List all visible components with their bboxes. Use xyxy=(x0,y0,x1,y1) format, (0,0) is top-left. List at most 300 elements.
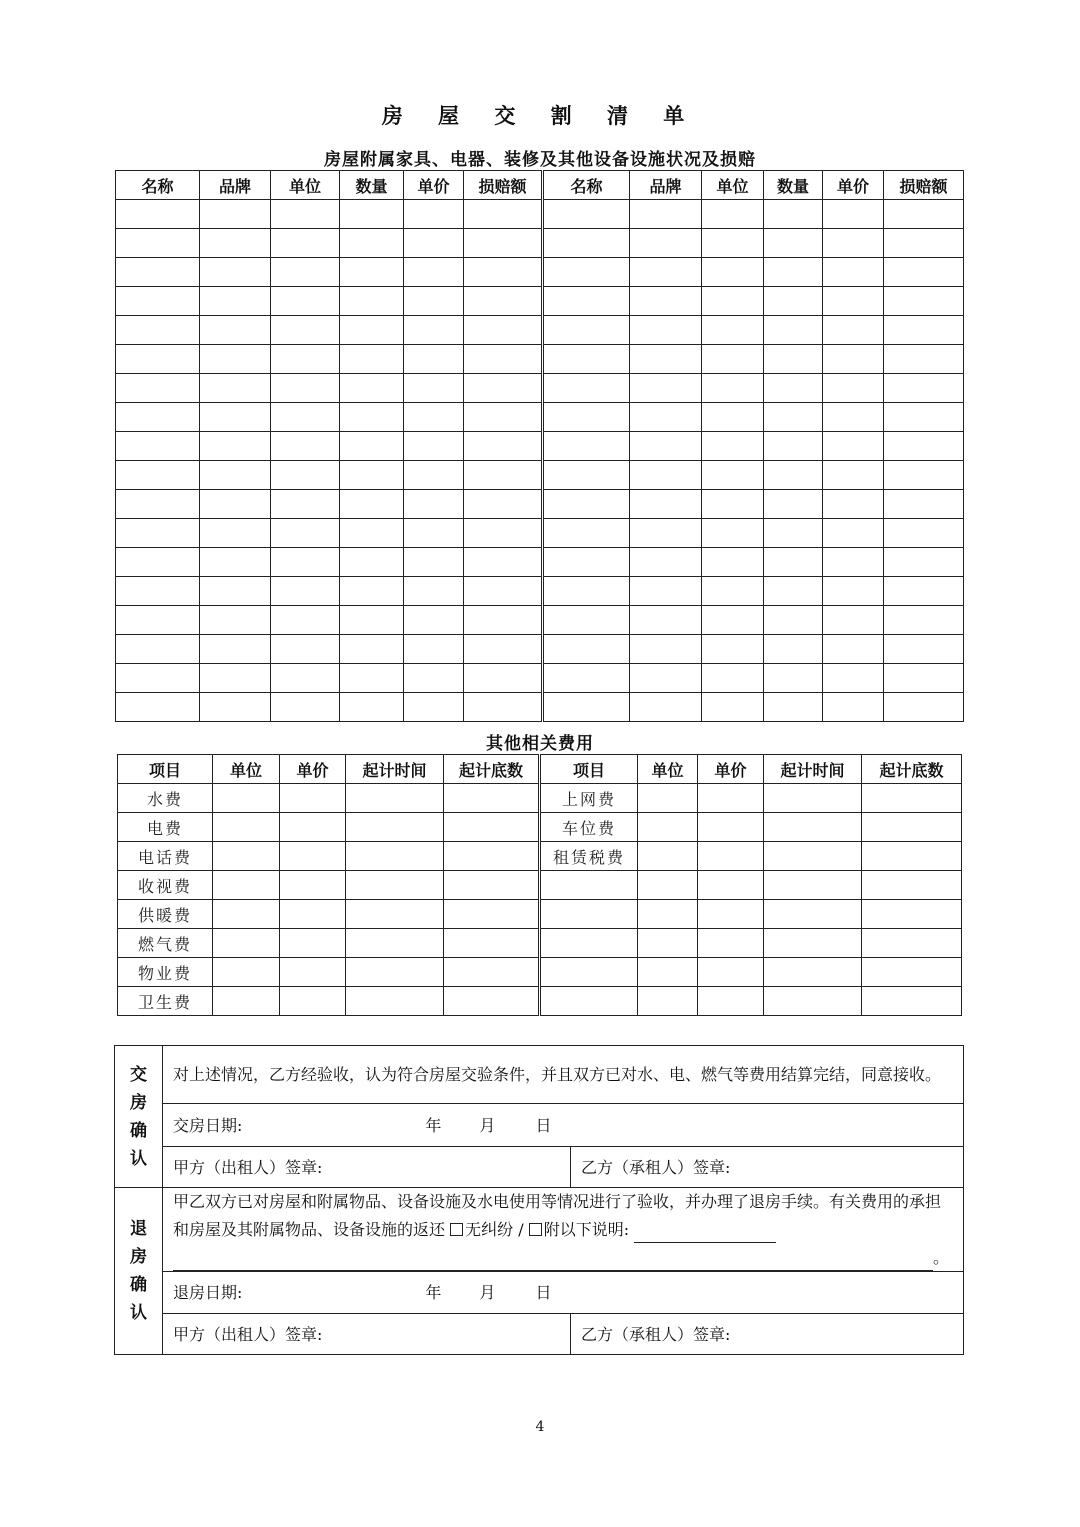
table-cell[interactable] xyxy=(630,664,702,693)
table-cell[interactable] xyxy=(630,316,702,345)
table-cell[interactable] xyxy=(823,461,884,490)
table-cell[interactable] xyxy=(543,490,630,519)
table-cell[interactable] xyxy=(823,403,884,432)
table-cell[interactable] xyxy=(823,606,884,635)
table-cell[interactable] xyxy=(116,490,200,519)
table-cell[interactable] xyxy=(340,664,404,693)
table-cell[interactable] xyxy=(884,229,964,258)
table-cell[interactable] xyxy=(764,784,862,813)
table-cell[interactable] xyxy=(764,519,823,548)
table-cell[interactable] xyxy=(404,461,464,490)
table-cell[interactable] xyxy=(346,813,444,842)
table-cell[interactable] xyxy=(200,229,271,258)
checkout-date-field[interactable] xyxy=(163,1272,964,1314)
table-cell[interactable] xyxy=(404,316,464,345)
table-cell[interactable] xyxy=(346,900,444,929)
see-notes-checkbox[interactable] xyxy=(529,1223,542,1236)
table-cell[interactable] xyxy=(271,606,340,635)
table-cell[interactable] xyxy=(444,929,540,958)
table-cell[interactable] xyxy=(340,403,404,432)
table-cell[interactable] xyxy=(638,929,698,958)
table-cell[interactable] xyxy=(116,461,200,490)
table-cell[interactable] xyxy=(764,813,862,842)
table-cell[interactable] xyxy=(823,577,884,606)
notes-blank-line-2[interactable] xyxy=(173,1243,933,1271)
table-cell[interactable] xyxy=(116,635,200,664)
table-cell[interactable] xyxy=(884,693,964,722)
table-cell[interactable] xyxy=(200,635,271,664)
no-dispute-checkbox[interactable] xyxy=(450,1223,463,1236)
table-cell[interactable] xyxy=(116,374,200,403)
table-cell[interactable] xyxy=(404,374,464,403)
table-cell[interactable] xyxy=(823,664,884,693)
table-cell[interactable] xyxy=(543,200,630,229)
table-cell[interactable] xyxy=(404,490,464,519)
table-cell[interactable] xyxy=(764,316,823,345)
table-cell[interactable] xyxy=(340,229,404,258)
table-cell[interactable] xyxy=(271,577,340,606)
table-cell[interactable] xyxy=(340,432,404,461)
table-cell[interactable] xyxy=(702,693,764,722)
fee-item-label: 电费 xyxy=(118,813,213,842)
table-cell[interactable] xyxy=(271,548,340,577)
table-cell[interactable] xyxy=(764,403,823,432)
table-cell[interactable] xyxy=(823,693,884,722)
table-cell[interactable] xyxy=(340,374,404,403)
table-cell[interactable] xyxy=(698,929,764,958)
table-cell[interactable] xyxy=(543,432,630,461)
table-cell[interactable] xyxy=(630,200,702,229)
table-cell[interactable] xyxy=(213,784,280,813)
table-cell[interactable] xyxy=(280,871,346,900)
table-cell[interactable] xyxy=(543,403,630,432)
table-cell[interactable] xyxy=(340,548,404,577)
table-cell[interactable] xyxy=(271,432,340,461)
table-cell[interactable] xyxy=(116,693,200,722)
table-cell[interactable] xyxy=(862,784,962,813)
table-cell[interactable] xyxy=(464,606,543,635)
table-cell[interactable] xyxy=(862,871,962,900)
table-cell[interactable] xyxy=(271,519,340,548)
table-cell[interactable] xyxy=(271,258,340,287)
table-cell[interactable] xyxy=(404,635,464,664)
table-cell[interactable] xyxy=(271,490,340,519)
table-cell[interactable] xyxy=(638,784,698,813)
table-cell[interactable] xyxy=(823,287,884,316)
table-cell[interactable] xyxy=(200,548,271,577)
table-cell[interactable] xyxy=(698,871,764,900)
table-cell[interactable] xyxy=(543,519,630,548)
table-cell[interactable] xyxy=(638,871,698,900)
table-cell[interactable] xyxy=(630,461,702,490)
table-cell[interactable] xyxy=(200,461,271,490)
table-cell[interactable] xyxy=(884,606,964,635)
table-cell[interactable] xyxy=(200,258,271,287)
handover-landlord-signature[interactable]: 甲方（出租人）签章: xyxy=(163,1147,571,1188)
table-cell[interactable] xyxy=(630,577,702,606)
table-cell[interactable] xyxy=(862,958,962,987)
table-cell[interactable] xyxy=(271,287,340,316)
table-cell[interactable] xyxy=(884,432,964,461)
table-cell[interactable] xyxy=(340,606,404,635)
table-cell[interactable] xyxy=(404,664,464,693)
table-cell[interactable] xyxy=(764,900,862,929)
table-cell[interactable] xyxy=(823,490,884,519)
table-cell[interactable] xyxy=(340,200,404,229)
table-cell[interactable] xyxy=(630,548,702,577)
table-cell[interactable] xyxy=(346,871,444,900)
table-cell[interactable] xyxy=(702,432,764,461)
table-cell[interactable] xyxy=(464,432,543,461)
table-cell[interactable] xyxy=(702,403,764,432)
table-cell[interactable] xyxy=(116,664,200,693)
handover-date-field[interactable] xyxy=(163,1104,964,1147)
table-cell[interactable] xyxy=(823,316,884,345)
table-cell[interactable] xyxy=(340,490,404,519)
table-cell[interactable] xyxy=(543,461,630,490)
table-cell[interactable] xyxy=(764,287,823,316)
table-cell[interactable] xyxy=(200,490,271,519)
table-cell[interactable] xyxy=(200,519,271,548)
table-cell[interactable] xyxy=(862,842,962,871)
table-cell[interactable] xyxy=(638,900,698,929)
table-cell[interactable] xyxy=(346,842,444,871)
table-cell[interactable] xyxy=(764,374,823,403)
table-cell[interactable] xyxy=(698,813,764,842)
table-cell[interactable] xyxy=(444,784,540,813)
table-cell[interactable] xyxy=(200,577,271,606)
table-cell[interactable] xyxy=(638,842,698,871)
table-cell[interactable] xyxy=(884,664,964,693)
table-cell[interactable] xyxy=(630,693,702,722)
table-cell[interactable] xyxy=(200,432,271,461)
column-header: 名称 xyxy=(543,171,630,200)
table-cell[interactable] xyxy=(404,432,464,461)
table-cell[interactable] xyxy=(444,987,540,1016)
table-cell[interactable] xyxy=(404,345,464,374)
table-cell[interactable] xyxy=(884,316,964,345)
checkout-landlord-signature[interactable]: 甲方（出租人）签章: xyxy=(163,1314,571,1355)
table-cell[interactable] xyxy=(464,519,543,548)
table-cell[interactable] xyxy=(464,664,543,693)
table-cell[interactable] xyxy=(862,900,962,929)
table-cell[interactable] xyxy=(543,693,630,722)
table-cell[interactable] xyxy=(404,577,464,606)
table-cell[interactable] xyxy=(764,345,823,374)
table-cell[interactable] xyxy=(116,577,200,606)
table-cell[interactable] xyxy=(702,490,764,519)
table-cell[interactable] xyxy=(764,871,862,900)
table-row xyxy=(116,577,964,606)
table-cell[interactable] xyxy=(764,606,823,635)
table-cell[interactable] xyxy=(271,374,340,403)
table-cell[interactable] xyxy=(823,200,884,229)
table-cell[interactable] xyxy=(862,987,962,1016)
table-cell[interactable] xyxy=(340,635,404,664)
table-cell[interactable] xyxy=(862,929,962,958)
table-cell[interactable] xyxy=(698,900,764,929)
table-cell[interactable] xyxy=(213,871,280,900)
table-cell[interactable] xyxy=(116,200,200,229)
table-cell[interactable] xyxy=(464,403,543,432)
table-cell[interactable] xyxy=(823,229,884,258)
table-cell[interactable] xyxy=(543,577,630,606)
table-cell[interactable] xyxy=(638,987,698,1016)
table-cell[interactable] xyxy=(200,345,271,374)
table-cell[interactable] xyxy=(346,987,444,1016)
table-cell[interactable] xyxy=(702,519,764,548)
table-cell[interactable] xyxy=(200,403,271,432)
table-cell[interactable] xyxy=(823,374,884,403)
table-cell[interactable] xyxy=(764,842,862,871)
table-cell[interactable] xyxy=(543,606,630,635)
table-cell[interactable] xyxy=(464,258,543,287)
table-cell[interactable] xyxy=(271,200,340,229)
table-cell[interactable] xyxy=(764,987,862,1016)
table-cell[interactable] xyxy=(464,577,543,606)
table-cell[interactable] xyxy=(630,229,702,258)
table-cell[interactable] xyxy=(630,490,702,519)
table-cell[interactable] xyxy=(404,258,464,287)
table-cell[interactable] xyxy=(764,664,823,693)
handover-tenant-signature[interactable]: 乙方（承租人）签章: xyxy=(571,1147,964,1188)
table-cell[interactable] xyxy=(823,345,884,374)
table-cell[interactable] xyxy=(213,842,280,871)
checkout-tenant-signature[interactable]: 乙方（承租人）签章: xyxy=(571,1314,964,1355)
table-cell[interactable] xyxy=(702,200,764,229)
table-cell[interactable] xyxy=(444,958,540,987)
table-cell[interactable] xyxy=(280,958,346,987)
table-cell[interactable] xyxy=(404,606,464,635)
table-cell[interactable] xyxy=(271,345,340,374)
table-cell[interactable] xyxy=(444,842,540,871)
table-cell[interactable] xyxy=(884,374,964,403)
table-cell[interactable] xyxy=(702,258,764,287)
table-cell[interactable] xyxy=(630,519,702,548)
table-cell[interactable] xyxy=(200,316,271,345)
table-cell[interactable] xyxy=(702,461,764,490)
table-cell[interactable] xyxy=(271,664,340,693)
table-cell[interactable] xyxy=(638,958,698,987)
table-cell[interactable] xyxy=(464,635,543,664)
fee-item-label: 电话费 xyxy=(118,842,213,871)
table-cell[interactable] xyxy=(213,958,280,987)
table-cell[interactable] xyxy=(271,635,340,664)
table-cell[interactable] xyxy=(884,461,964,490)
table-cell[interactable] xyxy=(346,958,444,987)
table-cell[interactable] xyxy=(823,548,884,577)
table-cell[interactable] xyxy=(404,200,464,229)
table-cell[interactable] xyxy=(404,693,464,722)
table-cell[interactable] xyxy=(702,229,764,258)
table-cell[interactable] xyxy=(702,548,764,577)
table-row xyxy=(118,900,962,929)
table-cell[interactable] xyxy=(116,403,200,432)
table-cell[interactable] xyxy=(280,900,346,929)
table-cell[interactable] xyxy=(543,374,630,403)
table-cell[interactable] xyxy=(464,461,543,490)
table-cell[interactable] xyxy=(884,287,964,316)
table-cell[interactable] xyxy=(213,813,280,842)
table-cell[interactable] xyxy=(404,229,464,258)
table-cell[interactable] xyxy=(764,693,823,722)
checkout-statement xyxy=(163,1188,964,1272)
table-cell[interactable] xyxy=(116,258,200,287)
table-cell[interactable] xyxy=(271,693,340,722)
table-cell[interactable] xyxy=(340,519,404,548)
table-cell[interactable] xyxy=(630,374,702,403)
table-cell[interactable] xyxy=(280,842,346,871)
table-cell[interactable] xyxy=(404,519,464,548)
table-row xyxy=(118,813,962,842)
table-cell[interactable] xyxy=(346,929,444,958)
table-cell[interactable] xyxy=(280,929,346,958)
table-cell[interactable] xyxy=(340,693,404,722)
table-cell[interactable] xyxy=(764,258,823,287)
table-cell[interactable] xyxy=(543,548,630,577)
table-cell[interactable] xyxy=(638,813,698,842)
table-cell[interactable] xyxy=(630,635,702,664)
table-cell[interactable] xyxy=(116,287,200,316)
table-cell[interactable] xyxy=(340,316,404,345)
table-cell[interactable] xyxy=(764,432,823,461)
table-cell[interactable] xyxy=(630,606,702,635)
column-header: 单位 xyxy=(271,171,340,200)
table-cell[interactable] xyxy=(884,635,964,664)
table-cell[interactable] xyxy=(698,784,764,813)
table-cell[interactable] xyxy=(346,784,444,813)
table-cell[interactable] xyxy=(823,258,884,287)
table-cell[interactable] xyxy=(340,461,404,490)
table-cell[interactable] xyxy=(464,287,543,316)
table-cell[interactable] xyxy=(764,490,823,519)
table-cell[interactable] xyxy=(404,548,464,577)
table-cell[interactable] xyxy=(764,229,823,258)
table-cell[interactable] xyxy=(702,577,764,606)
table-cell[interactable] xyxy=(200,606,271,635)
table-cell[interactable] xyxy=(116,519,200,548)
table-cell[interactable] xyxy=(543,258,630,287)
column-header: 项目 xyxy=(540,755,638,784)
table-cell[interactable] xyxy=(823,432,884,461)
table-cell[interactable] xyxy=(116,316,200,345)
table-cell[interactable] xyxy=(464,345,543,374)
table-cell[interactable] xyxy=(630,432,702,461)
table-cell[interactable] xyxy=(464,316,543,345)
table-cell[interactable] xyxy=(464,229,543,258)
table-cell[interactable] xyxy=(702,287,764,316)
table-cell[interactable] xyxy=(884,403,964,432)
table-cell[interactable] xyxy=(200,200,271,229)
table-cell[interactable] xyxy=(271,229,340,258)
table-cell[interactable] xyxy=(200,287,271,316)
table-cell[interactable] xyxy=(764,958,862,987)
table-cell[interactable] xyxy=(764,635,823,664)
table-cell[interactable] xyxy=(702,345,764,374)
table-cell[interactable] xyxy=(884,548,964,577)
table-cell[interactable] xyxy=(444,900,540,929)
table-cell[interactable] xyxy=(764,461,823,490)
table-cell[interactable] xyxy=(543,635,630,664)
table-cell[interactable] xyxy=(764,200,823,229)
table-cell[interactable] xyxy=(340,287,404,316)
table-cell[interactable] xyxy=(116,548,200,577)
table-cell[interactable] xyxy=(280,784,346,813)
table-cell[interactable] xyxy=(630,258,702,287)
table-cell[interactable] xyxy=(464,374,543,403)
notes-blank-line[interactable] xyxy=(634,1215,776,1243)
table-cell[interactable] xyxy=(630,287,702,316)
table-cell[interactable] xyxy=(630,403,702,432)
table-cell[interactable] xyxy=(116,606,200,635)
table-cell[interactable] xyxy=(764,929,862,958)
table-cell[interactable] xyxy=(823,519,884,548)
table-cell[interactable] xyxy=(702,664,764,693)
table-cell[interactable] xyxy=(884,490,964,519)
table-cell[interactable] xyxy=(464,693,543,722)
column-header: 品牌 xyxy=(200,171,271,200)
table-cell[interactable] xyxy=(862,813,962,842)
table-cell[interactable] xyxy=(340,258,404,287)
table-cell[interactable] xyxy=(213,987,280,1016)
table-cell[interactable] xyxy=(464,548,543,577)
table-cell[interactable] xyxy=(444,871,540,900)
table-cell[interactable] xyxy=(543,316,630,345)
table-cell[interactable] xyxy=(884,258,964,287)
table-cell[interactable] xyxy=(464,490,543,519)
table-cell[interactable] xyxy=(884,519,964,548)
table-cell[interactable] xyxy=(698,987,764,1016)
table-cell[interactable] xyxy=(543,229,630,258)
table-cell[interactable] xyxy=(884,345,964,374)
table-cell[interactable] xyxy=(404,287,464,316)
table-cell[interactable] xyxy=(116,432,200,461)
table-cell[interactable] xyxy=(698,842,764,871)
table-cell[interactable] xyxy=(213,929,280,958)
table-cell[interactable] xyxy=(340,345,404,374)
table-cell[interactable] xyxy=(884,200,964,229)
table-cell[interactable] xyxy=(702,635,764,664)
table-cell[interactable] xyxy=(340,577,404,606)
table-cell[interactable] xyxy=(116,345,200,374)
table-cell[interactable] xyxy=(404,403,464,432)
table-cell[interactable] xyxy=(271,461,340,490)
table-cell[interactable] xyxy=(280,813,346,842)
table-cell[interactable] xyxy=(702,374,764,403)
table-cell[interactable] xyxy=(271,403,340,432)
table-cell[interactable] xyxy=(823,635,884,664)
table-cell[interactable] xyxy=(280,987,346,1016)
table-cell[interactable] xyxy=(200,374,271,403)
table-cell[interactable] xyxy=(200,693,271,722)
table-cell[interactable] xyxy=(543,287,630,316)
table-cell[interactable] xyxy=(271,316,340,345)
table-cell[interactable] xyxy=(444,813,540,842)
table-cell[interactable] xyxy=(630,345,702,374)
table-cell[interactable] xyxy=(116,229,200,258)
table-cell[interactable] xyxy=(884,577,964,606)
table-cell[interactable] xyxy=(543,664,630,693)
table-cell[interactable] xyxy=(543,345,630,374)
table-cell[interactable] xyxy=(764,577,823,606)
table-cell[interactable] xyxy=(702,606,764,635)
table-cell[interactable] xyxy=(464,200,543,229)
table-cell[interactable] xyxy=(698,958,764,987)
table-cell[interactable] xyxy=(764,548,823,577)
table-cell[interactable] xyxy=(200,664,271,693)
table-cell[interactable] xyxy=(702,316,764,345)
table-cell[interactable] xyxy=(213,900,280,929)
